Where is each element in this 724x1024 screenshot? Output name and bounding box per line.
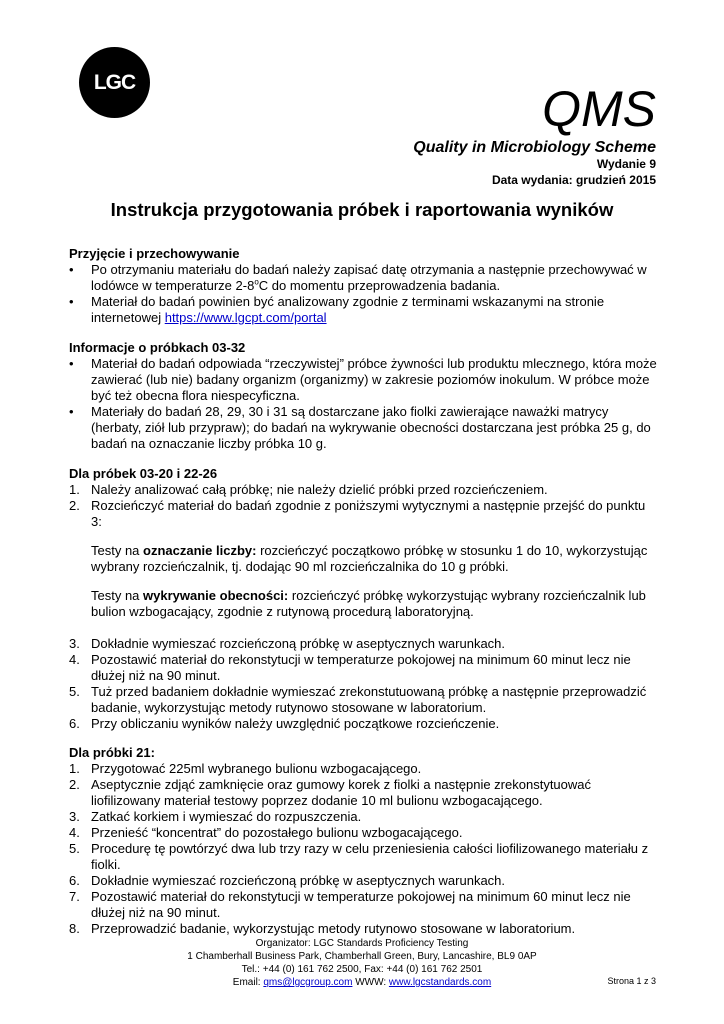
item-number: 2. — [69, 777, 80, 792]
item-text: Procedurę tę powtórzyć dwa lub trzy razy w celu przeniesienia całości liofilizowanego materiału z fiolki. — [91, 841, 649, 872]
item-number: 8. — [69, 921, 80, 936]
item-number: 3. — [69, 636, 80, 651]
item-text: Dokładnie wymieszać rozcieńczoną próbkę w aseptycznych warunkach. — [91, 636, 506, 651]
bullet-icon: • — [69, 404, 74, 419]
list-item — [69, 873, 659, 889]
item-number: 1. — [69, 761, 80, 776]
item-number: 6. — [69, 873, 80, 888]
item-text: Przenieść “koncentrat” do pozostałego bulionu wzbogacającego. — [91, 825, 463, 840]
edition-label: Wydanie 9 — [596, 157, 656, 171]
enumeration-label: oznaczanie liczby: — [143, 543, 257, 558]
item-text: Przy obliczaniu wyników należy uwzględnić początkowe rozcieńczenie. — [91, 716, 500, 731]
list-item — [69, 404, 659, 452]
email-link[interactable]: qms@lgcgroup.com — [263, 977, 353, 988]
item-number: 6. — [69, 716, 80, 731]
item-text: Pozostawić materiał do rekonstytucji w temperaturze pokojowej na minimum 60 minut lecz nie dłużej niż na 90 minut. — [91, 889, 631, 920]
item-text: Rozcieńczyć materiał do badań zgodnie z poniższymi wytycznymi a następnie przejść do punktu 3: — [91, 498, 646, 529]
item-text: Przygotować 225ml wybranego bulionu wzbogacającego. — [91, 761, 422, 776]
scheme-name: Quality in Microbiology Scheme — [413, 139, 656, 156]
item-text: Aseptycznie zdjąć zamknięcie oraz gumowy korek z fiolki a następnie zrekonstytuować liofilizowany materiał testowy poprzez dodanie 10 ml bulionu wzbogacającego. — [91, 777, 592, 808]
website-link[interactable]: www.lgcstandards.com — [388, 977, 492, 988]
bullet-icon: • — [69, 356, 74, 371]
bullet-icon: • — [69, 262, 74, 277]
footer-address: 1 Chamberhall Business Park, Chamberhall Green, Bury, Lancashire, BL9 0AP — [187, 951, 537, 962]
detection-paragraph: Testy na wykrywanie obecności: rozcieńczyć próbkę wykorzystując wybrany rozcieńczalnik lub bulion wzbogacający, zgodnie z rutynową procedurą laboratoryjną. — [91, 588, 646, 619]
item-number: 2. — [69, 498, 80, 513]
list-item — [69, 636, 659, 652]
item-text: Materiał do badań powinien być analizowany zgodnie z terminami wskazanymi na stronie internetowej — [91, 294, 605, 325]
item-number: 4. — [69, 652, 80, 667]
lgc-logo — [79, 47, 150, 118]
issue-date: Data wydania: grudzień 2015 — [491, 173, 656, 187]
section-title-receipt: Przyjęcie i przechowywanie — [69, 246, 240, 261]
item-text: Zatkać korkiem i wymieszać do rozpuszczenia. — [91, 809, 362, 824]
list-item — [69, 262, 659, 294]
list-item — [69, 356, 659, 404]
item-number: 5. — [69, 841, 80, 856]
footer-organizer: Organizator: LGC Standards Proficiency Testing — [255, 938, 469, 949]
item-text: Po otrzymaniu materiału do badań należy zapisać datę otrzymania a następnie przechowywać w lodówce w temperaturze 2-8 — [91, 262, 647, 293]
item-text-end: C do momentu przeprowadzenia badania. — [258, 278, 501, 293]
list-item — [69, 761, 659, 777]
list-item — [69, 294, 659, 326]
list-item — [69, 777, 659, 809]
list-item — [69, 716, 659, 732]
detection-label: wykrywanie obecności: — [143, 588, 289, 603]
portal-link[interactable]: https://www.lgcpt.com/portal — [164, 310, 327, 325]
list-item — [69, 498, 659, 530]
item-number: 3. — [69, 809, 80, 824]
item-number: 5. — [69, 684, 80, 699]
item-text: Tuż przed badaniem dokładnie wymieszać zrekonstutuowaną próbkę a następnie przeprowadzić badanie, wykorzystując metody rutynowo stosowane w laboratorium. — [91, 684, 647, 715]
enumeration-paragraph: Testy na oznaczanie liczby: rozcieńczyć początkowo próbkę w stosunku 1 do 10, wykorzystując wybrany rozcieńczalnik, tj. dodając 90 ml rozcieńczalnika do 10 g próbki. — [91, 543, 648, 574]
item-text: Należy analizować całą próbkę; nie należy dzielić próbki przed rozcieńczeniem. — [91, 482, 548, 497]
footer-contact: Email: qms@lgcgroup.com WWW: www.lgcstandards.com — [232, 977, 492, 988]
footer-phone: Tel.: +44 (0) 161 762 2500, Fax: +44 (0) 161 762 2501 — [241, 964, 483, 975]
section-title-sample-info: Informacje o próbkach 03-32 — [69, 340, 246, 355]
qms-heading: QMS — [542, 81, 656, 137]
list-item — [69, 889, 659, 921]
list-item — [69, 809, 659, 825]
item-number: 7. — [69, 889, 80, 904]
list-item — [69, 841, 659, 873]
item-number: 4. — [69, 825, 80, 840]
list-item — [69, 921, 659, 937]
item-text: Dokładnie wymieszać rozcieńczoną próbkę w aseptycznych warunkach. — [91, 873, 506, 888]
item-number: 1. — [69, 482, 80, 497]
item-text: Pozostawić materiał do rekonstytucji w temperaturze pokojowej na minimum 60 minut lecz nie dłużej niż na 90 minut. — [91, 652, 631, 683]
document-title: Instrukcja przygotowania próbek i raportowania wyników — [110, 199, 614, 220]
item-text: Przeprowadzić badanie, wykorzystując metody rutynowo stosowane w laboratorium. — [91, 921, 576, 936]
section-title-samples-03-20: Dla próbek 03-20 i 22-26 — [69, 466, 218, 481]
item-text: Materiał do badań odpowiada “rzeczywistej” próbce żywności lub produktu mlecznego, która może zawierać (lub nie) badany organizm (organizmy) w zakresie poziomów inokulum. W próbce może być też obecna flora niespecyficzna. — [91, 356, 657, 403]
page-number: Strona 1 z 3 — [607, 976, 656, 986]
logo-text: LGC — [93, 70, 136, 94]
list-item — [69, 825, 659, 841]
list-item — [69, 684, 659, 716]
item-text: Materiały do badań 28, 29, 30 i 31 są dostarczane jako fiolki zawierające naważki matrycy (herbaty, ziół lub przypraw); do badań na wykrywanie obecności dostarczana jest próbka 25 g, do badań na oznaczanie liczby próbka 10 g. — [91, 404, 651, 451]
list-item — [69, 652, 659, 684]
bullet-icon: • — [69, 294, 74, 309]
degree-sign: o — [254, 277, 259, 287]
section-title-sample-21: Dla próbki 21: — [69, 745, 155, 760]
list-item — [69, 482, 659, 498]
